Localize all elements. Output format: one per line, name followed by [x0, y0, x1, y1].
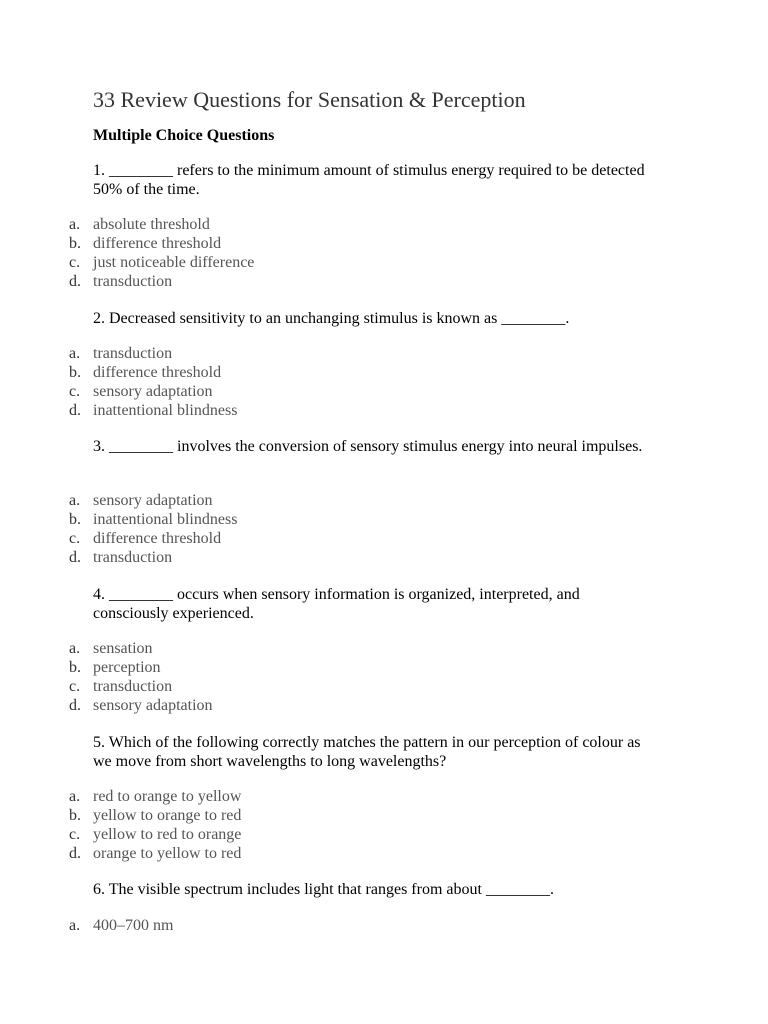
- option-letter: b.: [69, 511, 81, 528]
- option-3c: [0, 529, 400, 548]
- question-4-options: [0, 639, 400, 715]
- option-2c: [0, 382, 400, 401]
- option-3d: [0, 548, 400, 567]
- option-letter: d.: [69, 549, 81, 566]
- option-text: orange to yellow to red: [93, 845, 242, 862]
- option-2b: [0, 363, 400, 382]
- page-title: 33 Review Questions for Sensation & Perception: [93, 87, 526, 112]
- question-2: 2. Decreased sensitivity to an unchanging stimulus is known as ________.: [93, 310, 570, 327]
- option-letter: a.: [69, 345, 81, 362]
- question-2-options: [0, 344, 400, 420]
- option-5a: [0, 787, 400, 806]
- option-text: transduction: [93, 273, 173, 290]
- option-4a: [0, 639, 400, 658]
- option-text: sensory adaptation: [93, 492, 213, 509]
- question-6: 6. The visible spectrum includes light that ranges from about ________.: [93, 881, 554, 898]
- option-text: transduction: [93, 549, 173, 566]
- option-letter: d.: [69, 845, 81, 862]
- option-letter: c.: [69, 530, 81, 547]
- option-letter: b.: [69, 807, 81, 824]
- option-1d: [0, 272, 400, 291]
- question-6-options: [0, 916, 400, 935]
- option-text: difference threshold: [93, 364, 222, 381]
- option-4d: [0, 696, 400, 715]
- option-text: perception: [93, 659, 161, 676]
- option-letter: c.: [69, 254, 81, 271]
- option-5c: [0, 825, 400, 844]
- option-letter: a.: [69, 492, 81, 509]
- option-text: yellow to red to orange: [93, 826, 242, 843]
- option-6a: [0, 916, 400, 935]
- option-4c: [0, 677, 400, 696]
- question-1-options: [0, 215, 400, 291]
- option-5d: [0, 844, 400, 863]
- question-5-options: [0, 787, 400, 863]
- option-letter: b.: [69, 364, 81, 381]
- option-text: yellow to orange to red: [93, 807, 242, 824]
- question-3: 3. ________ involves the conversion of sensory stimulus energy into neural impulses.: [93, 438, 643, 455]
- option-2d: [0, 401, 400, 420]
- option-5b: [0, 806, 400, 825]
- option-3a: [0, 491, 400, 510]
- section-heading: Multiple Choice Questions: [93, 127, 275, 144]
- option-text: difference threshold: [93, 530, 222, 547]
- option-2a: [0, 344, 400, 363]
- option-text: 400–700 nm: [93, 917, 174, 934]
- option-text: absolute threshold: [93, 216, 210, 233]
- question-5: 5. Which of the following correctly matches the pattern in our perception of colour as we move from short wavelengths to long wavelengths?: [93, 734, 641, 770]
- question-4: 4. ________ occurs when sensory information is organized, interpreted, and consciously experienced.: [93, 586, 580, 622]
- option-letter: d.: [69, 273, 81, 290]
- option-1a: [0, 215, 400, 234]
- option-1c: [0, 253, 400, 272]
- option-text: red to orange to yellow: [93, 788, 242, 805]
- option-text: inattentional blindness: [93, 511, 238, 528]
- option-4b: [0, 658, 400, 677]
- option-letter: a.: [69, 788, 81, 805]
- option-letter: a.: [69, 216, 81, 233]
- question-1: 1. ________ refers to the minimum amount of stimulus energy required to be detected 50% of the time.: [93, 162, 645, 198]
- option-letter: c.: [69, 383, 81, 400]
- option-letter: d.: [69, 402, 81, 419]
- option-letter: a.: [69, 917, 81, 934]
- option-3b: [0, 510, 400, 529]
- option-text: difference threshold: [93, 235, 222, 252]
- option-letter: a.: [69, 640, 81, 657]
- option-text: transduction: [93, 345, 173, 362]
- option-letter: d.: [69, 697, 81, 714]
- option-letter: c.: [69, 826, 81, 843]
- question-3-options: [0, 491, 400, 567]
- option-1b: [0, 234, 400, 253]
- option-letter: b.: [69, 659, 81, 676]
- option-text: just noticeable difference: [93, 254, 255, 271]
- option-text: sensory adaptation: [93, 697, 213, 714]
- option-text: transduction: [93, 678, 173, 695]
- option-text: sensory adaptation: [93, 383, 213, 400]
- option-letter: c.: [69, 678, 81, 695]
- option-text: sensation: [93, 640, 153, 657]
- option-text: inattentional blindness: [93, 402, 238, 419]
- option-letter: b.: [69, 235, 81, 252]
